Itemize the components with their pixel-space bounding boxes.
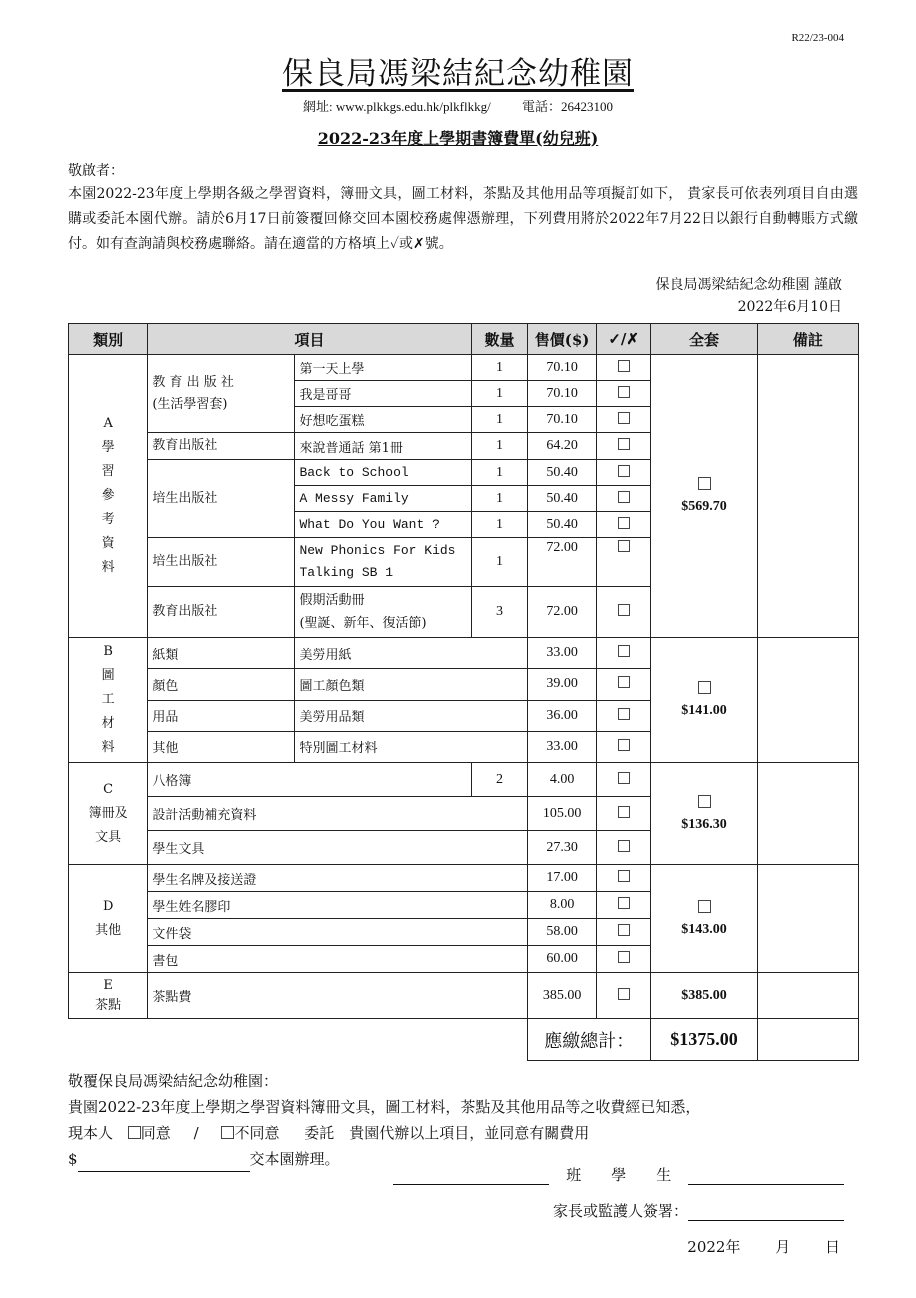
full-set-price: $141.00	[681, 703, 727, 718]
total-row	[69, 1019, 859, 1061]
item-checkbox[interactable]	[597, 669, 651, 700]
item-checkbox[interactable]	[597, 355, 651, 381]
item-price: 105.00	[528, 797, 597, 831]
class-field[interactable]	[393, 1169, 549, 1185]
item-name: 特別圖工材料	[295, 731, 528, 762]
student-name-field[interactable]	[688, 1169, 844, 1185]
item-name: 好想吃蛋糕	[295, 407, 471, 433]
section-a-full-set	[651, 355, 757, 638]
item-name: 第一天上學	[295, 355, 471, 381]
item-price: 50.40	[528, 486, 597, 512]
checkbox-icon	[618, 676, 630, 688]
item-price: 50.40	[528, 512, 597, 538]
item-price: 33.00	[528, 638, 597, 669]
item-price: 36.00	[528, 700, 597, 731]
section-b-label: B 圖 工 材 料	[69, 638, 148, 763]
item-name: A Messy Family	[295, 486, 471, 512]
item-name: 美勞用品類	[295, 700, 528, 731]
item-qty: 1	[471, 433, 527, 460]
header-price: 售價($)	[528, 324, 597, 355]
section-a-label: A 學 習 參 考 資 料	[69, 355, 148, 638]
item-checkbox[interactable]	[597, 946, 651, 973]
reply-slip	[68, 1068, 858, 1172]
item-price: 50.40	[528, 460, 597, 486]
item-checkbox[interactable]	[597, 486, 651, 512]
item-checkbox[interactable]	[597, 538, 651, 587]
table-row	[69, 638, 859, 669]
item-name: 假期活動冊 (聖誕、新年、復活節)	[295, 587, 471, 638]
item-name: 學生文具	[148, 831, 528, 865]
item-name: 圖工顏色類	[295, 669, 528, 700]
checkbox-icon	[618, 772, 630, 784]
item-price: 60.00	[528, 946, 597, 973]
checkbox-icon	[618, 438, 630, 450]
item-name: 我是哥哥	[295, 381, 471, 407]
publisher-cell: 培生出版社	[148, 460, 295, 538]
school-name: 保良局馮梁結紀念幼稚園	[282, 56, 634, 92]
item-type: 顏色	[148, 669, 295, 700]
fee-table	[68, 323, 859, 1061]
item-price: 72.00	[528, 538, 597, 587]
document-title: 2022-23年度上學期書簿費單(幼兒班)	[317, 129, 599, 148]
item-name: 來說普通話 第1冊	[295, 433, 471, 460]
letter-body: 本園2022-23年度上學期各級之學習資料，簿冊文具，圖工材料，茶點及其他用品等項擬訂如下， 貴家長可依表列項目自由選購或委託本園代辦。請於6月17日前簽覆回條交回本園校務處俾憑辦理，下列費用將於2022年7月22日以銀行自動轉賬方式繳付。如有查詢請與校務處聯絡。請在適當的方格填上✓或✗號。	[68, 186, 858, 252]
full-set-checkbox[interactable]	[698, 477, 711, 490]
amount-suffix: 交本園辦理。	[249, 1150, 340, 1168]
item-checkbox[interactable]	[597, 892, 651, 919]
section-d-full-set	[651, 865, 757, 973]
parent-signature-line	[553, 1200, 844, 1221]
item-checkbox[interactable]	[597, 381, 651, 407]
signature-date: 2022年 月 日	[687, 1238, 840, 1256]
item-checkbox[interactable]	[597, 587, 651, 638]
full-set-price: $136.30	[681, 816, 727, 832]
table-row	[69, 973, 859, 1019]
total-value: $1375.00	[651, 1019, 757, 1061]
checkbox-icon	[618, 604, 630, 616]
item-price: 17.00	[528, 865, 597, 892]
agree-checkbox[interactable]	[128, 1126, 141, 1139]
table-row	[69, 763, 859, 797]
checkbox-icon	[618, 386, 630, 398]
checkbox-icon	[618, 360, 630, 372]
checkbox-icon	[618, 517, 630, 529]
reply-greeting: 敬覆保良局馮梁結紀念幼稚園：	[68, 1072, 279, 1090]
total-spacer	[69, 1019, 528, 1061]
checkbox-icon	[618, 708, 630, 720]
reply-consent-suffix: 委託 貴園代辦以上項目，並同意有關費用	[304, 1124, 590, 1142]
section-b-remarks[interactable]	[757, 638, 858, 763]
school-name-heading	[0, 48, 916, 93]
full-set-price: $143.00	[681, 921, 727, 937]
checkbox-icon	[618, 645, 630, 657]
item-qty: 1	[471, 407, 527, 433]
option-separator: /	[193, 1124, 199, 1142]
item-type: 其他	[148, 731, 295, 762]
checkbox-icon	[618, 465, 630, 477]
header-qty: 數量	[471, 324, 527, 355]
item-name: What Do You Want ?	[295, 512, 471, 538]
section-c-remarks[interactable]	[757, 763, 858, 865]
item-price: 33.00	[528, 731, 597, 762]
item-qty: 2	[471, 763, 527, 797]
item-name: 學生姓名膠印	[148, 892, 528, 919]
item-qty: 1	[471, 381, 527, 407]
full-set-checkbox[interactable]	[698, 795, 711, 808]
section-c-full-set	[651, 763, 757, 865]
item-name: 學生名牌及接送證	[148, 865, 528, 892]
item-price: 72.00	[528, 587, 597, 638]
full-set-price: $569.70	[681, 499, 727, 514]
header-check: ✓/✗	[597, 324, 651, 355]
item-qty: 1	[471, 355, 527, 381]
publisher-cell: 培生出版社	[148, 538, 295, 587]
class-student-line	[393, 1164, 844, 1185]
section-e-remarks[interactable]	[757, 973, 858, 1019]
checkbox-icon	[618, 491, 630, 503]
letter-greeting: 敬啟者：	[68, 163, 124, 179]
reply-consent-line	[68, 1120, 858, 1146]
item-price: 70.10	[528, 355, 597, 381]
section-d-remarks[interactable]	[757, 865, 858, 973]
item-checkbox[interactable]	[597, 919, 651, 946]
section-c-label: C 簿冊及 文具	[69, 763, 148, 865]
item-checkbox[interactable]	[597, 700, 651, 731]
contact-line	[0, 96, 916, 115]
item-checkbox[interactable]	[597, 865, 651, 892]
full-set-checkbox[interactable]	[698, 681, 711, 694]
reference-number: R22/23-004	[791, 32, 844, 44]
letter-signoff: 保良局馮梁結紀念幼稚園 謹啟	[655, 277, 842, 293]
class-student-label: 班 學 生	[566, 1166, 672, 1184]
checkbox-icon	[618, 897, 630, 909]
amount-field[interactable]	[78, 1156, 250, 1172]
amount-prefix: $	[68, 1150, 78, 1168]
full-set-checkbox[interactable]	[698, 900, 711, 913]
checkbox-icon	[618, 806, 630, 818]
table-row	[69, 865, 859, 892]
item-price: 27.30	[528, 831, 597, 865]
item-qty: 1	[471, 486, 527, 512]
item-name: 美勞用紙	[295, 638, 528, 669]
item-name: 八格簿	[148, 763, 472, 797]
section-a-remarks[interactable]	[757, 355, 858, 638]
header-full-set: 全套	[651, 324, 757, 355]
item-name: 書包	[148, 946, 528, 973]
item-checkbox[interactable]	[597, 763, 651, 797]
item-type: 用品	[148, 700, 295, 731]
item-checkbox[interactable]	[597, 460, 651, 486]
section-e-full-price: $385.00	[651, 973, 757, 1019]
table-header-row	[69, 324, 859, 355]
section-e-label: E 茶點	[69, 973, 148, 1019]
agree-label: 同意	[140, 1124, 171, 1142]
checkbox-icon	[618, 924, 630, 936]
item-name: Back to School	[295, 460, 471, 486]
parent-signature-field[interactable]	[688, 1205, 844, 1221]
checkbox-icon	[618, 540, 630, 552]
item-checkbox[interactable]	[597, 512, 651, 538]
item-name: New Phonics For Kids Talking SB 1	[295, 538, 471, 587]
item-price: 385.00	[528, 973, 597, 1019]
item-checkbox[interactable]	[597, 638, 651, 669]
disagree-label: 不同意	[234, 1124, 280, 1142]
checkbox-icon	[618, 739, 630, 751]
item-name: 文件袋	[148, 919, 528, 946]
checkbox-icon	[618, 988, 630, 1000]
item-price: 58.00	[528, 919, 597, 946]
table-row	[69, 355, 859, 381]
item-price: 39.00	[528, 669, 597, 700]
section-b-full-set	[651, 638, 757, 763]
item-price: 70.10	[528, 381, 597, 407]
item-name: 茶點費	[148, 973, 528, 1019]
item-price: 4.00	[528, 763, 597, 797]
item-qty: 3	[471, 587, 527, 638]
item-checkbox[interactable]	[597, 973, 651, 1019]
item-qty: 1	[471, 460, 527, 486]
item-checkbox[interactable]	[597, 797, 651, 831]
item-price: 70.10	[528, 407, 597, 433]
section-d-label: D 其他	[69, 865, 148, 973]
item-checkbox[interactable]	[597, 433, 651, 460]
item-price: 8.00	[528, 892, 597, 919]
website-text: 網址: www.plkkgs.edu.hk/plkflkkg/	[303, 99, 491, 114]
header-remarks: 備註	[757, 324, 858, 355]
reply-consent-prefix: 現本人	[68, 1124, 114, 1142]
checkbox-icon	[618, 840, 630, 852]
item-qty: 1	[471, 512, 527, 538]
header-item: 項目	[148, 324, 472, 355]
checkbox-icon	[618, 870, 630, 882]
item-type: 紙類	[148, 638, 295, 669]
checkbox-icon	[618, 412, 630, 424]
publisher-cell: 教育出版社	[148, 433, 295, 460]
total-remarks	[757, 1019, 858, 1061]
parent-signature-label: 家長或監護人簽署：	[552, 1202, 688, 1220]
item-price: 64.20	[528, 433, 597, 460]
total-label: 應繳總計：	[528, 1019, 651, 1061]
publisher-cell: 教育出版社	[148, 587, 295, 638]
header-category: 類別	[69, 324, 148, 355]
item-name: 設計活動補充資料	[148, 797, 528, 831]
reply-acknowledgement: 貴園2022-23年度上學期之學習資料簿冊文具，圖工材料，茶點及其他用品等之收費經已知悉，	[68, 1098, 701, 1116]
phone-text: 電話：26423100	[521, 99, 613, 114]
item-checkbox[interactable]	[597, 731, 651, 762]
disagree-checkbox[interactable]	[221, 1126, 234, 1139]
item-checkbox[interactable]	[597, 831, 651, 865]
item-qty: 1	[471, 538, 527, 587]
checkbox-icon	[618, 951, 630, 963]
letter-date: 2022年6月10日	[737, 299, 842, 315]
item-checkbox[interactable]	[597, 407, 651, 433]
publisher-cell: 教 育 出 版 社 (生活學習套)	[148, 355, 295, 433]
